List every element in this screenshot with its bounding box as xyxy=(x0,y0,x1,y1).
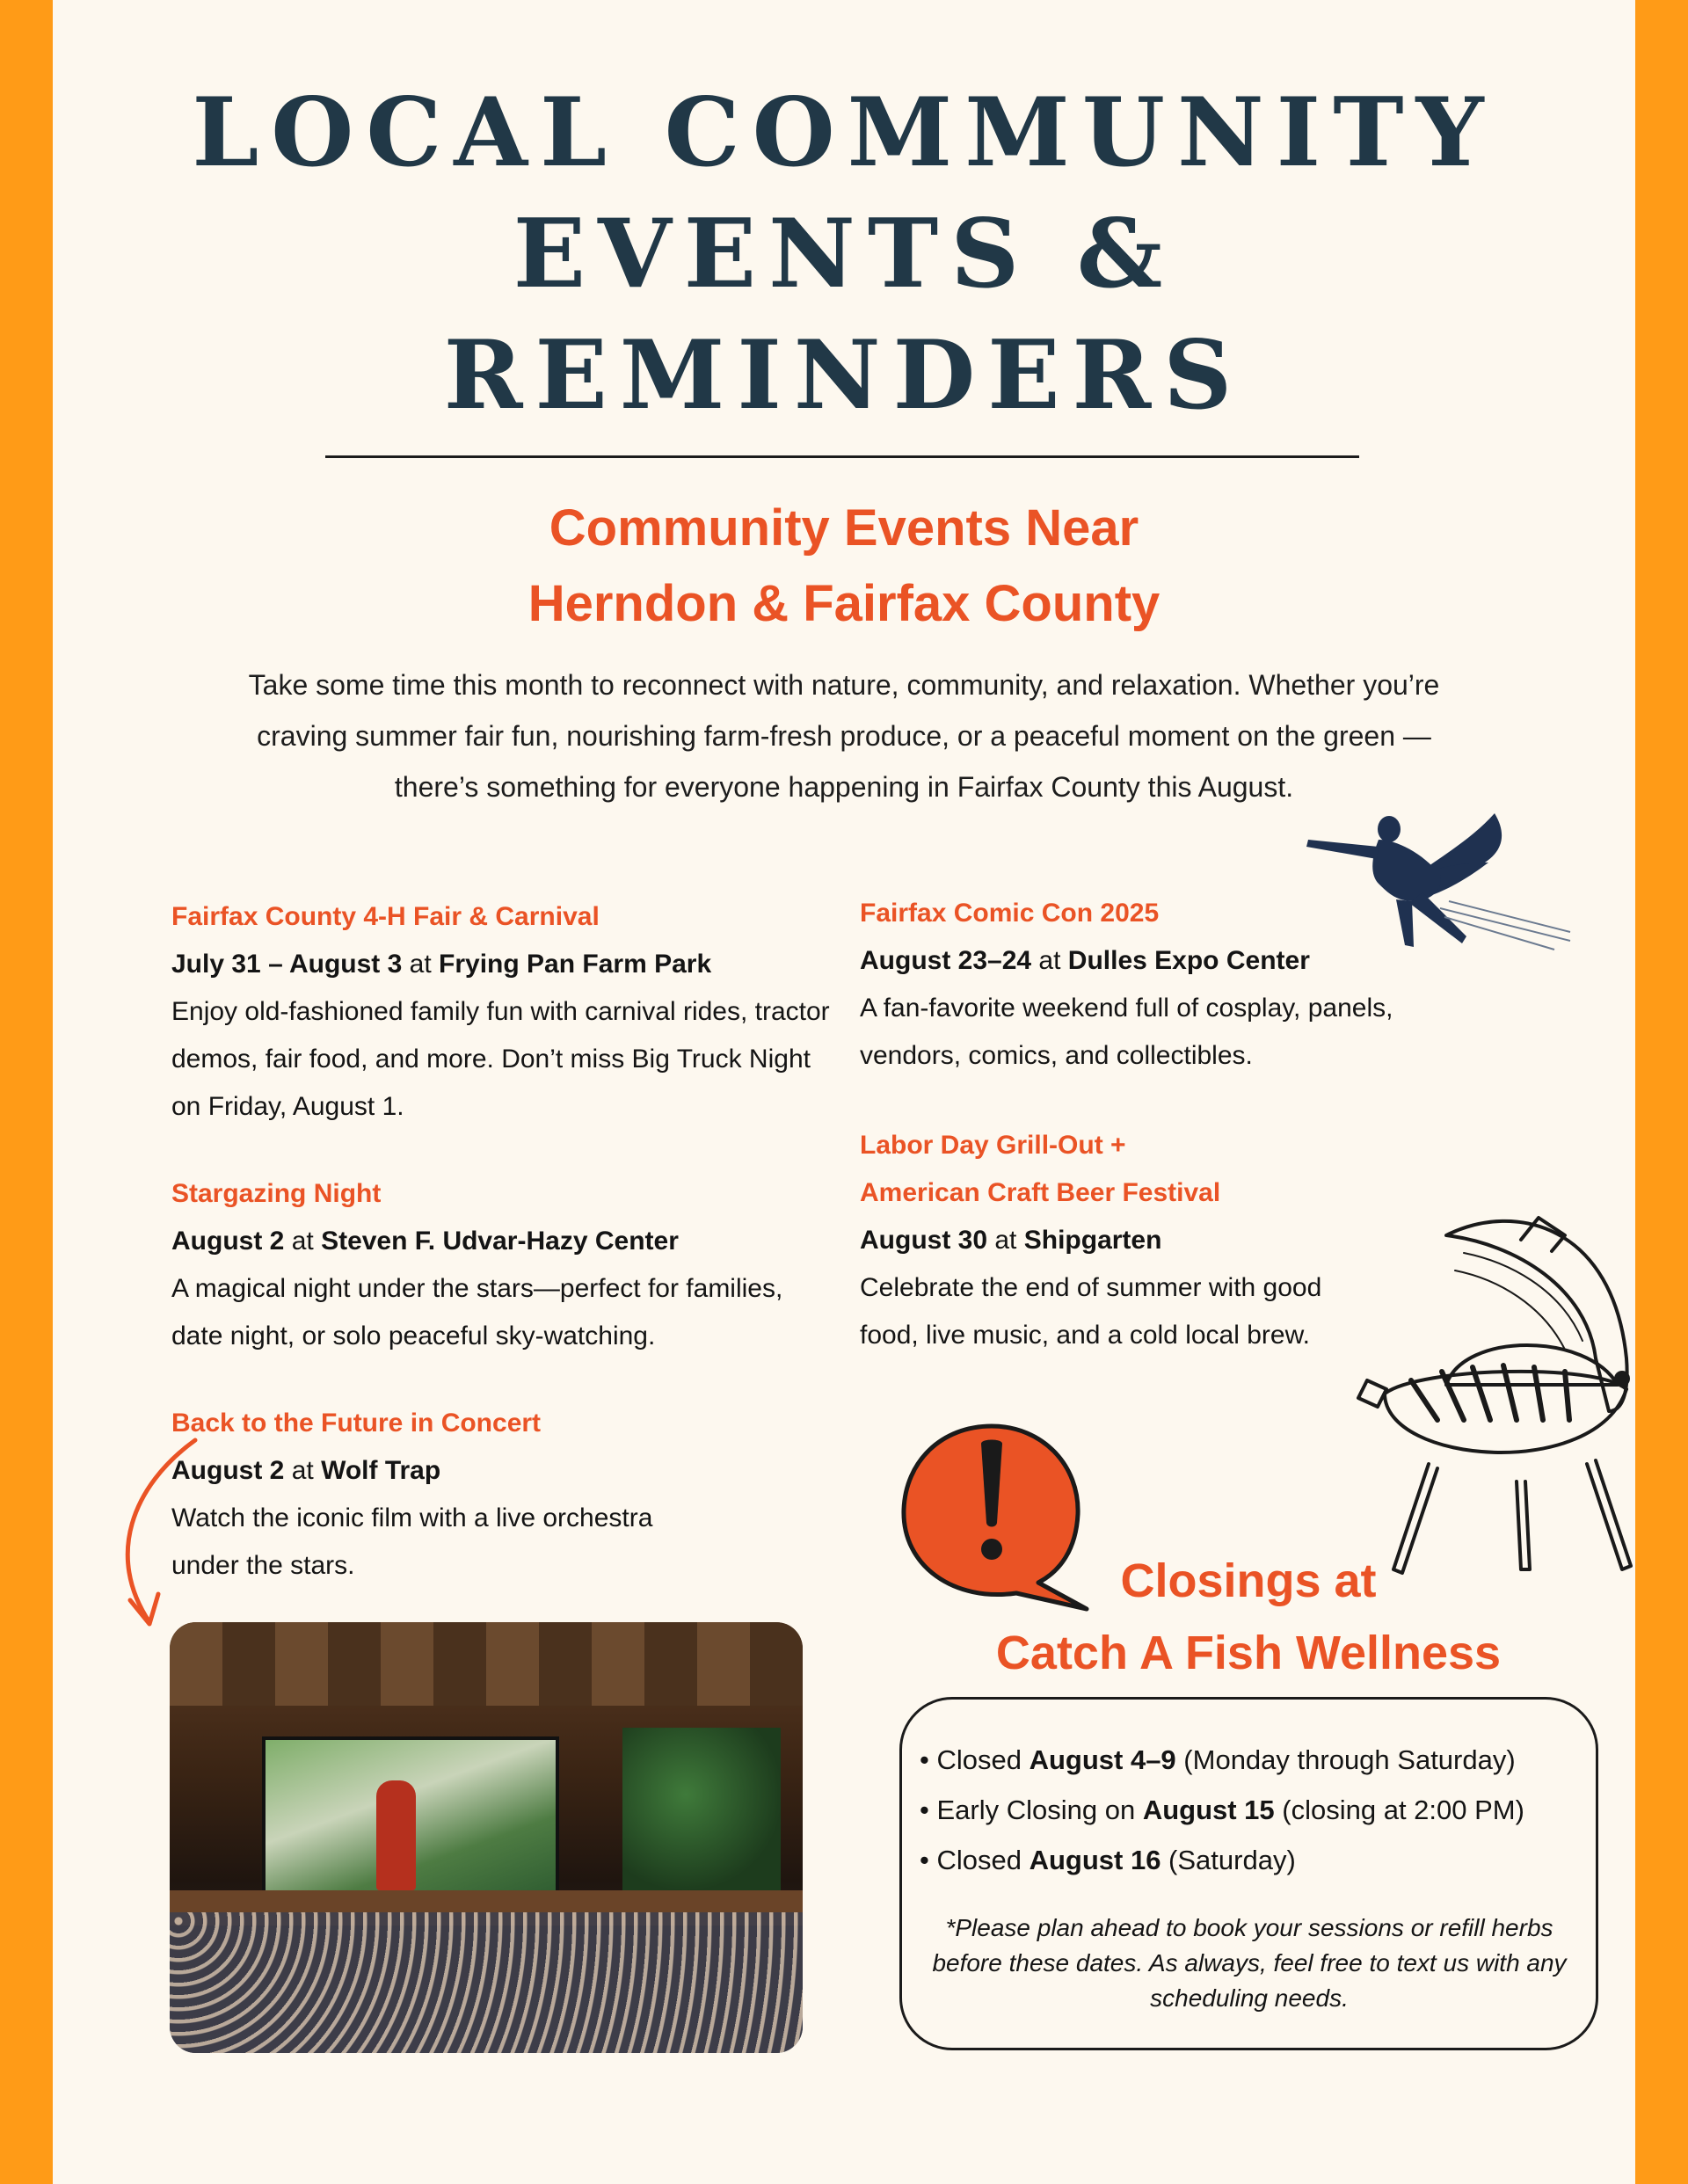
event-name: Fairfax Comic Con 2025 xyxy=(860,899,1160,928)
event-back-to-the-future xyxy=(171,1400,840,1590)
page-title xyxy=(53,72,1635,436)
photo-crowd xyxy=(170,1912,803,2053)
photo-trees xyxy=(622,1728,781,1895)
closings-box xyxy=(899,1697,1598,2050)
closing-item xyxy=(920,1835,1597,1885)
event-name: Fairfax County 4-H Fair & Carnival xyxy=(171,902,600,931)
photo-roof xyxy=(170,1622,803,1706)
event-at: at xyxy=(291,1456,314,1485)
event-at: at xyxy=(409,950,432,979)
event-when xyxy=(171,941,840,988)
closings-title-line-2: Catch A Fish Wellness xyxy=(995,1627,1502,1679)
closing-item xyxy=(920,1735,1597,1785)
closing-item xyxy=(920,1785,1597,1835)
event-name-line-2: American Craft Beer Festival xyxy=(860,1178,1221,1207)
event-venue: Steven F. Udvar-Hazy Center xyxy=(321,1227,679,1256)
event-name: Stargazing Night xyxy=(171,1179,382,1208)
closings-title xyxy=(914,1545,1582,1689)
closing-date: August 15 xyxy=(1142,1795,1275,1825)
closing-pre: • Early Closing on xyxy=(920,1795,1143,1825)
event-date: August 2 xyxy=(171,1456,285,1485)
event-at: at xyxy=(994,1226,1017,1255)
closing-post: (Monday through Saturday) xyxy=(1175,1744,1516,1775)
closing-date: August 16 xyxy=(1029,1845,1161,1875)
curved-arrow-icon xyxy=(97,1433,211,1644)
closing-pre: • Closed xyxy=(920,1744,1030,1775)
event-stargazing xyxy=(171,1170,840,1360)
event-venue: Frying Pan Farm Park xyxy=(439,950,712,979)
event-venue: Shipgarten xyxy=(1023,1226,1162,1255)
event-at: at xyxy=(291,1227,314,1256)
subtitle-line-2: Herndon & Fairfax County xyxy=(528,575,1160,632)
superhero-icon xyxy=(1291,804,1581,954)
event-name: Back to the Future in Concert xyxy=(171,1409,542,1438)
closing-post: (closing at 2:00 PM) xyxy=(1274,1795,1524,1825)
title-line-3: REMINDERS xyxy=(443,320,1245,431)
closing-pre: • Closed xyxy=(920,1845,1030,1875)
photo-figure xyxy=(376,1780,416,1890)
section-subtitle xyxy=(53,491,1635,642)
event-description: A fan-favorite weekend full of cosplay, panels, vendors, comics, and collectibles. xyxy=(860,994,1393,1070)
closings-note: *Please plan ahead to book your sessions or refill herbs before these dates. As always, feel free to text us with any scheduling needs. xyxy=(932,1914,1567,2012)
event-venue: Dulles Expo Center xyxy=(1067,946,1310,975)
event-date: August 30 xyxy=(860,1226,988,1255)
event-description: Celebrate the end of summer with good food, live music, and a cold local brew. xyxy=(860,1273,1322,1350)
event-at: at xyxy=(1038,946,1061,975)
closing-date: August 4–9 xyxy=(1029,1744,1176,1775)
event-description: Enjoy old-fashioned family fun with carnival rides, tractor demos, fair food, and more. Don’t miss Big Truck Night on Friday, August 1. xyxy=(171,997,830,1121)
closings-title-line-1: Closings at xyxy=(1120,1554,1377,1607)
event-when xyxy=(171,1447,840,1495)
closing-post: (Saturday) xyxy=(1160,1845,1296,1875)
event-description: Watch the iconic film with a live orchestra under the stars. xyxy=(171,1503,653,1580)
intro-paragraph: Take some time this month to reconnect with nature, community, and relaxation. Whether you’re craving summer fair fun, nourishing farm-fresh produce, or a peaceful moment on the green — there’s something for everyone happening in Fairfax County this August. xyxy=(248,669,1440,803)
title-divider xyxy=(325,455,1359,458)
event-date: August 2 xyxy=(171,1227,285,1256)
event-when xyxy=(171,1218,840,1265)
grill-icon xyxy=(1332,1200,1657,1587)
newsletter-page xyxy=(53,0,1635,2184)
event-venue: Wolf Trap xyxy=(321,1456,441,1485)
event-4h-fair xyxy=(171,893,840,1131)
title-line-2: EVENTS & xyxy=(513,199,1175,309)
concert-photo xyxy=(170,1622,803,2053)
subtitle-line-1: Community Events Near xyxy=(549,499,1139,557)
closings-list xyxy=(920,1735,1597,1885)
event-date: August 23–24 xyxy=(860,946,1032,975)
event-date: July 31 – August 3 xyxy=(171,950,403,979)
event-description: A magical night under the stars—perfect for families, date night, or solo peaceful sky-watching. xyxy=(171,1274,783,1350)
title-line-1: LOCAL COMMUNITY xyxy=(192,77,1496,188)
event-name-line-1: Labor Day Grill-Out + xyxy=(860,1131,1126,1160)
